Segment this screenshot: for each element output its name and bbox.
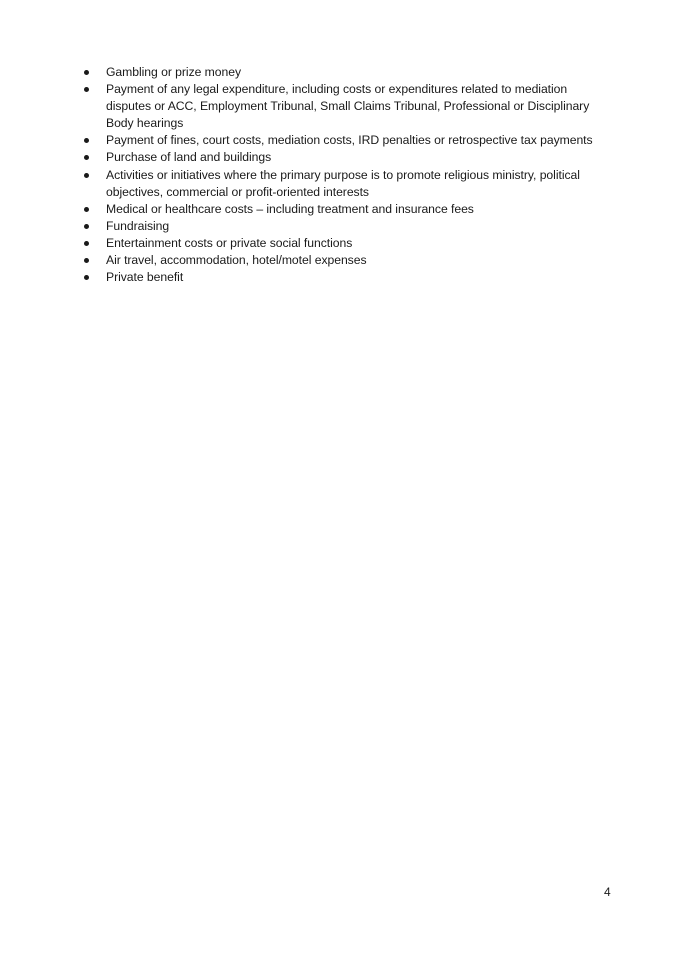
list-item — [84, 235, 614, 252]
list-item — [84, 201, 614, 218]
list-item — [84, 132, 614, 149]
list-item — [84, 218, 614, 235]
bullet-icon — [84, 87, 89, 92]
list-item-text: Entertainment costs or private social functions — [106, 235, 353, 250]
list-item-text: Medical or healthcare costs – including treatment and insurance fees — [106, 201, 474, 216]
list-item-text: Purchase of land and buildings — [106, 150, 272, 165]
bullet-icon — [84, 173, 89, 178]
bullet-icon — [84, 258, 89, 263]
page-number: 4 — [604, 885, 611, 899]
bullet-icon — [84, 207, 89, 212]
list-item-text: Gambling or prize money — [106, 65, 242, 79]
list-item-text: Activities or initiatives where the primary purpose is to promote religious ministry, political objectives, commercial or profit-oriented interests — [106, 167, 580, 199]
list-item — [84, 269, 614, 286]
list-item-text: Private benefit — [106, 270, 184, 285]
bullet-icon — [84, 275, 89, 280]
bullet-icon — [84, 70, 89, 75]
list-item — [84, 149, 614, 166]
bullet-icon — [84, 224, 89, 229]
list-item — [84, 64, 614, 81]
list-item-text: Payment of any legal expenditure, including costs or expenditures related to mediation disputes or ACC, Employment Tribunal, Small Claims Tribunal, Professional or Disciplinary Body hearings — [106, 82, 590, 131]
list-item-text: Payment of fines, court costs, mediation costs, IRD penalties or retrospective tax payments — [106, 133, 593, 148]
list-item — [84, 252, 614, 269]
bullet-icon — [84, 138, 89, 143]
list-item — [84, 167, 614, 201]
bullet-icon — [84, 241, 89, 246]
list-item-text: Air travel, accommodation, hotel/motel expenses — [106, 253, 367, 268]
exclusions-bullet-list — [84, 64, 614, 286]
bullet-icon — [84, 155, 89, 160]
list-item-text: Fundraising — [106, 218, 170, 233]
list-item — [84, 81, 614, 132]
